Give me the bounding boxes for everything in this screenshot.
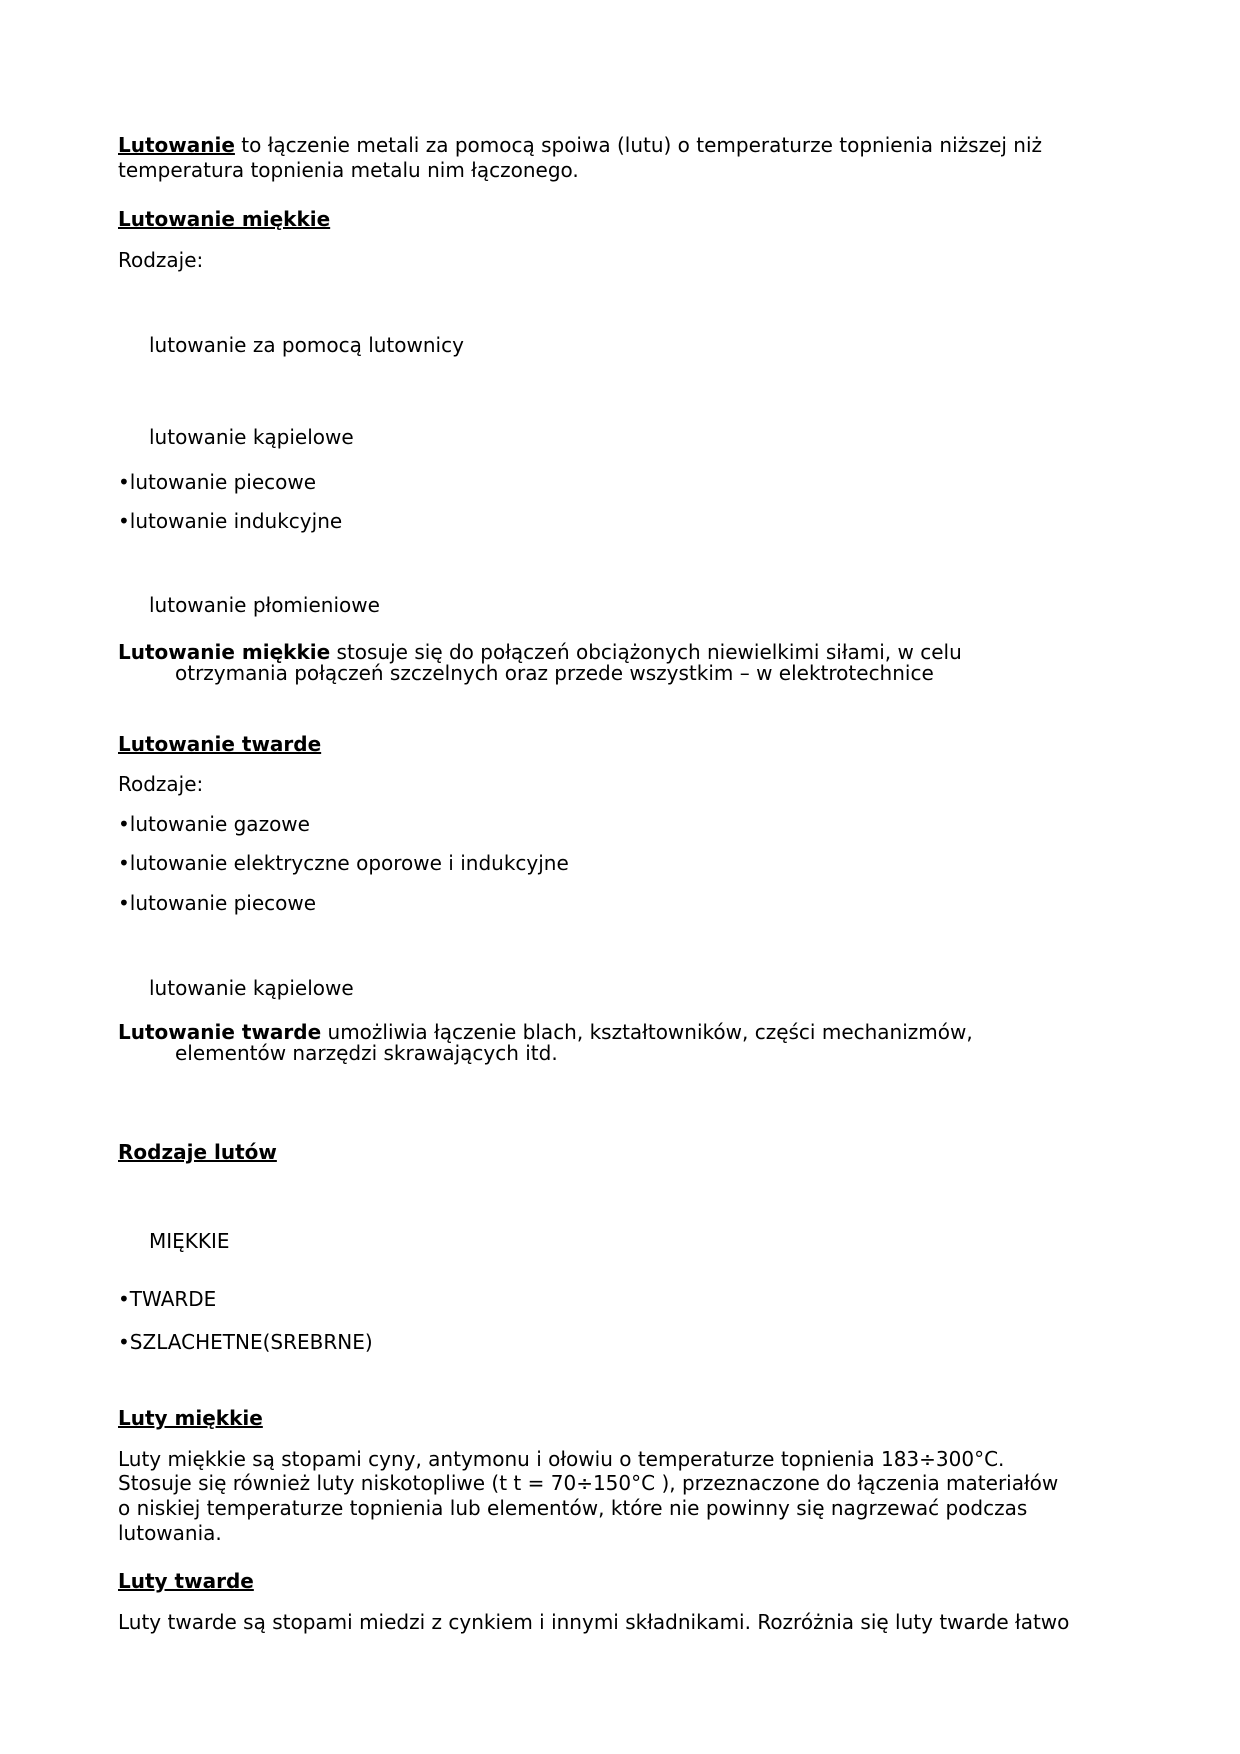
- soft-solders-heading: Luty miękkie: [118, 1406, 263, 1430]
- soft-type-item: lutowanie za pomocą lutownicy: [149, 333, 464, 357]
- hard-usage-line-2: elementów narzędzi skrawających itd.: [175, 1041, 558, 1065]
- intro-line-1: [118, 133, 1042, 157]
- hard-usage-term: Lutowanie twarde: [118, 1020, 322, 1044]
- hard-type-item: • lutowanie elektryczne oporowe i indukcyjne: [118, 851, 569, 875]
- soft-solders-line: Stosuje się również luty niskotopliwe (t t = 70÷150°C ), przeznaczone do łączenia materiałów: [118, 1471, 1059, 1495]
- solder-type-item: MIĘKKIE: [149, 1229, 230, 1253]
- intro-term: Lutowanie: [118, 133, 235, 157]
- hard-type-item: • lutowanie gazowe: [118, 812, 310, 836]
- soft-type-item: lutowanie kąpielowe: [149, 425, 354, 449]
- soft-types-label: Rodzaje:: [118, 248, 204, 272]
- hard-solders-line: Luty twarde są stopami miedzi z cynkiem i innymi składnikami. Rozróżnia się luty twarde łatwo: [118, 1610, 1070, 1634]
- hard-type-item: • lutowanie piecowe: [118, 891, 316, 915]
- soft-solders-line: lutowania.: [118, 1521, 222, 1545]
- solder-types-heading: Rodzaje lutów: [118, 1140, 277, 1164]
- hard-types-label: Rodzaje:: [118, 772, 204, 796]
- soft-soldering-heading: Lutowanie miękkie: [118, 207, 331, 231]
- hard-solders-heading: Luty twarde: [118, 1569, 254, 1593]
- soft-type-item: • lutowanie piecowe: [118, 470, 316, 494]
- soft-usage-text: stosuje się do połączeń obciążonych niewielkimi siłami, w celu: [330, 640, 962, 664]
- soft-usage-term: Lutowanie miękkie: [118, 640, 331, 664]
- soft-type-item: lutowanie płomieniowe: [149, 593, 380, 617]
- soft-type-item: • lutowanie indukcyjne: [118, 509, 342, 533]
- intro-line-2: temperatura topnienia metalu nim łączonego.: [118, 158, 579, 182]
- soft-solders-line: Luty miękkie są stopami cyny, antymonu i ołowiu o temperaturze topnienia 183÷300°C.: [118, 1447, 1005, 1471]
- solder-type-item: • TWARDE: [118, 1287, 216, 1311]
- soft-solders-line: o niskiej temperaturze topnienia lub elementów, które nie powinny się nagrzewać podczas: [118, 1496, 1028, 1520]
- intro-text-1: to łączenie metali za pomocą spoiwa (lutu) o temperaturze topnienia niższej niż: [234, 133, 1043, 157]
- hard-soldering-heading: Lutowanie twarde: [118, 732, 322, 756]
- hard-type-item: lutowanie kąpielowe: [149, 976, 354, 1000]
- solder-type-item: • SZLACHETNE(SREBRNE): [118, 1330, 373, 1354]
- hard-usage-text: umożliwia łączenie blach, kształtowników, części mechanizmów,: [321, 1020, 973, 1044]
- soft-usage-line-2: otrzymania połączeń szczelnych oraz przede wszystkim – w elektrotechnice: [175, 661, 934, 685]
